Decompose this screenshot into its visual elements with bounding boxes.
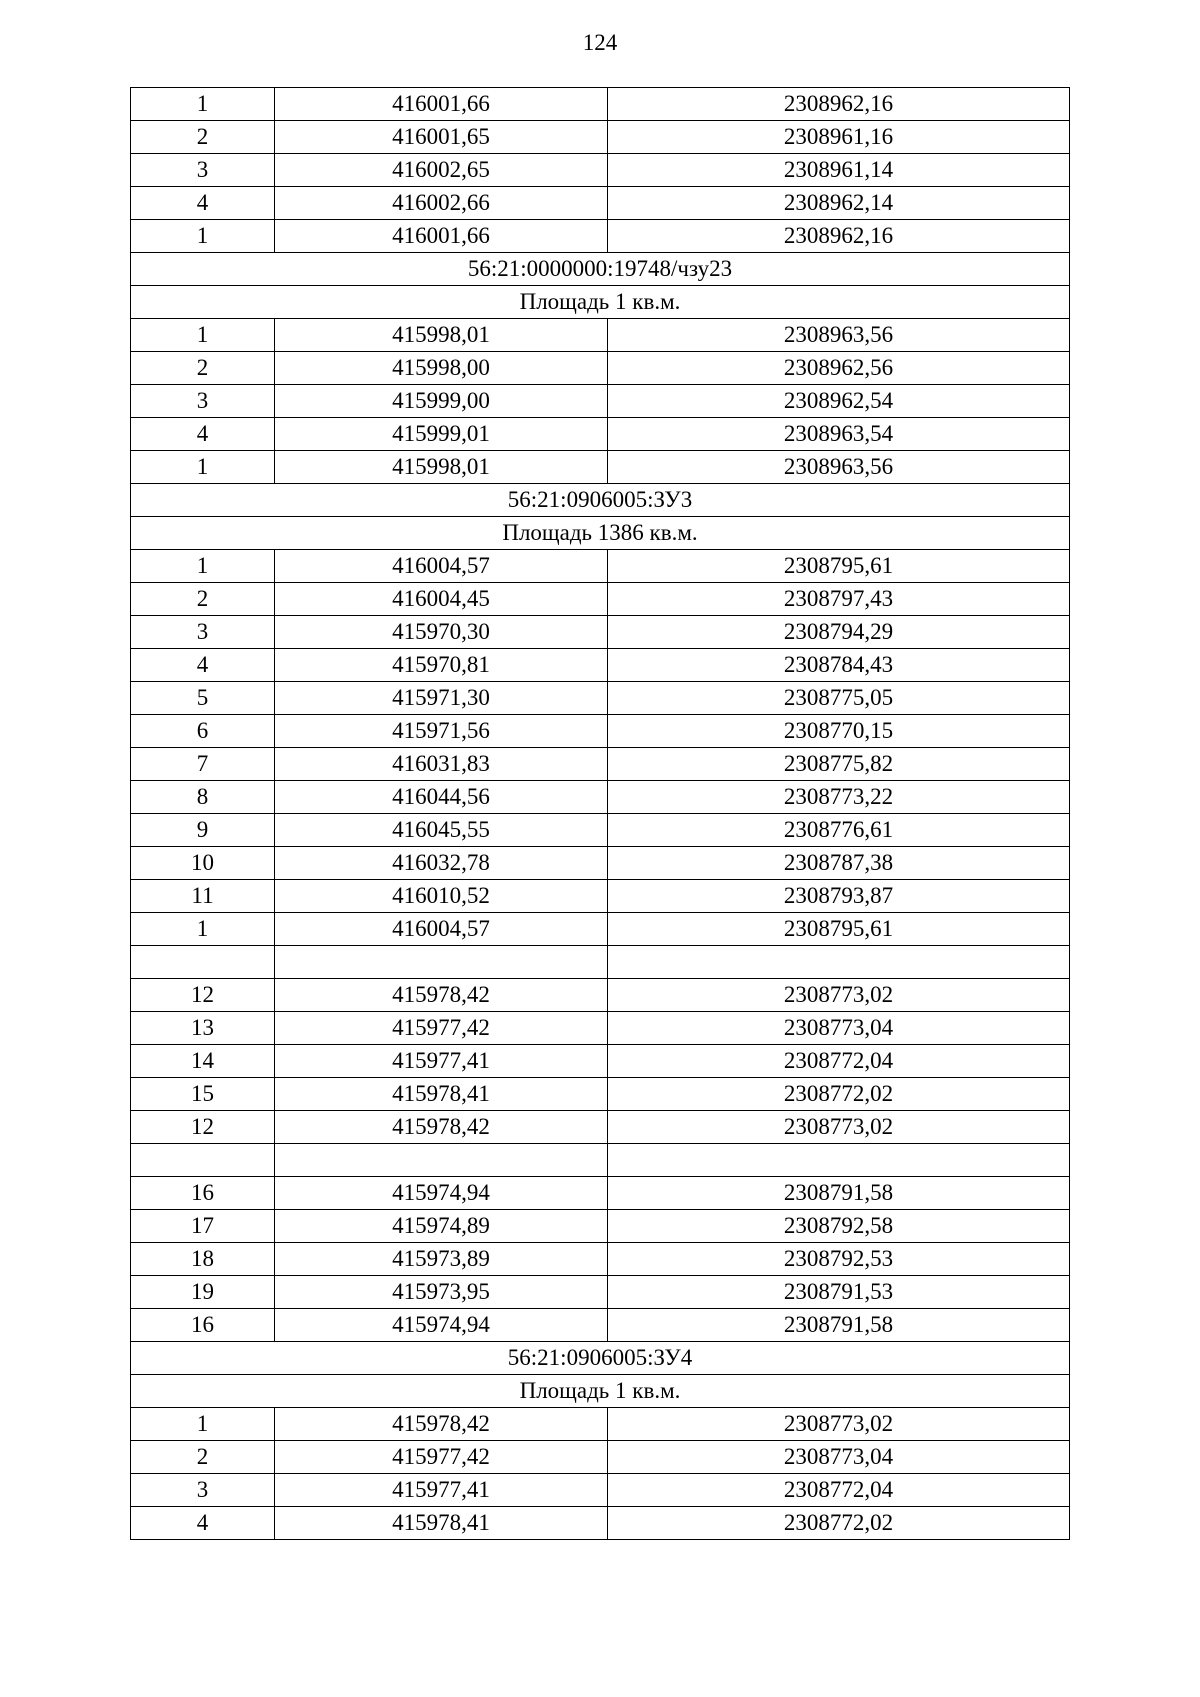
point-number-cell: 12 <box>131 979 275 1012</box>
y-coordinate-cell: 2308795,61 <box>608 913 1070 946</box>
y-coordinate-cell: 2308775,05 <box>608 682 1070 715</box>
point-number-cell: 8 <box>131 781 275 814</box>
section-header-row <box>131 1375 1070 1408</box>
y-coordinate-cell: 2308773,22 <box>608 781 1070 814</box>
x-coordinate-cell: 415977,41 <box>275 1474 608 1507</box>
x-coordinate-cell: 416002,65 <box>275 154 608 187</box>
coordinate-row <box>131 748 1070 781</box>
y-coordinate-cell: 2308794,29 <box>608 616 1070 649</box>
point-number-cell: 1 <box>131 319 275 352</box>
point-number-cell: 14 <box>131 1045 275 1078</box>
point-number-cell: 13 <box>131 1012 275 1045</box>
coordinate-row <box>131 649 1070 682</box>
x-coordinate-cell: 415977,42 <box>275 1441 608 1474</box>
x-coordinate-cell: 415998,01 <box>275 319 608 352</box>
x-coordinate-cell: 416002,66 <box>275 187 608 220</box>
x-coordinate-cell <box>275 1144 608 1177</box>
y-coordinate-cell: 2308772,02 <box>608 1078 1070 1111</box>
y-coordinate-cell: 2308793,87 <box>608 880 1070 913</box>
section-header-text: Площадь 1 кв.м. <box>131 1375 1070 1408</box>
point-number-cell: 19 <box>131 1276 275 1309</box>
x-coordinate-cell: 416044,56 <box>275 781 608 814</box>
y-coordinate-cell: 2308773,04 <box>608 1012 1070 1045</box>
coordinate-row <box>131 1177 1070 1210</box>
y-coordinate-cell: 2308962,54 <box>608 385 1070 418</box>
coordinate-row <box>131 1507 1070 1540</box>
coordinate-row <box>131 550 1070 583</box>
x-coordinate-cell: 415974,89 <box>275 1210 608 1243</box>
y-coordinate-cell: 2308775,82 <box>608 748 1070 781</box>
point-number-cell: 15 <box>131 1078 275 1111</box>
point-number-cell: 18 <box>131 1243 275 1276</box>
coordinate-row <box>131 187 1070 220</box>
x-coordinate-cell: 415978,41 <box>275 1078 608 1111</box>
x-coordinate-cell: 416031,83 <box>275 748 608 781</box>
x-coordinate-cell: 416001,66 <box>275 220 608 253</box>
x-coordinate-cell: 415999,01 <box>275 418 608 451</box>
point-number-cell: 3 <box>131 616 275 649</box>
point-number-cell: 1 <box>131 1408 275 1441</box>
coordinate-row <box>131 451 1070 484</box>
x-coordinate-cell: 416045,55 <box>275 814 608 847</box>
y-coordinate-cell <box>608 946 1070 979</box>
x-coordinate-cell: 415998,00 <box>275 352 608 385</box>
point-number-cell: 11 <box>131 880 275 913</box>
y-coordinate-cell: 2308772,04 <box>608 1474 1070 1507</box>
point-number-cell: 4 <box>131 418 275 451</box>
coordinate-row <box>131 1144 1070 1177</box>
x-coordinate-cell: 415977,41 <box>275 1045 608 1078</box>
coordinate-row <box>131 880 1070 913</box>
y-coordinate-cell: 2308772,02 <box>608 1507 1070 1540</box>
point-number-cell: 3 <box>131 1474 275 1507</box>
x-coordinate-cell: 415977,42 <box>275 1012 608 1045</box>
section-header-text: 56:21:0906005:ЗУ4 <box>131 1342 1070 1375</box>
coordinate-row <box>131 814 1070 847</box>
x-coordinate-cell <box>275 946 608 979</box>
x-coordinate-cell: 415978,42 <box>275 1408 608 1441</box>
point-number-cell: 3 <box>131 154 275 187</box>
section-header-row <box>131 253 1070 286</box>
x-coordinate-cell: 416001,65 <box>275 121 608 154</box>
x-coordinate-cell: 415973,95 <box>275 1276 608 1309</box>
coordinate-row <box>131 946 1070 979</box>
coordinate-row <box>131 418 1070 451</box>
x-coordinate-cell: 415978,42 <box>275 1111 608 1144</box>
coordinate-row <box>131 979 1070 1012</box>
x-coordinate-cell: 416004,57 <box>275 550 608 583</box>
point-number-cell: 1 <box>131 913 275 946</box>
y-coordinate-cell: 2308791,58 <box>608 1309 1070 1342</box>
y-coordinate-cell: 2308772,04 <box>608 1045 1070 1078</box>
coordinate-row <box>131 1276 1070 1309</box>
y-coordinate-cell: 2308797,43 <box>608 583 1070 616</box>
point-number-cell: 2 <box>131 121 275 154</box>
y-coordinate-cell: 2308792,58 <box>608 1210 1070 1243</box>
y-coordinate-cell: 2308962,16 <box>608 88 1070 121</box>
y-coordinate-cell: 2308961,14 <box>608 154 1070 187</box>
y-coordinate-cell: 2308961,16 <box>608 121 1070 154</box>
coordinate-row <box>131 715 1070 748</box>
y-coordinate-cell <box>608 1144 1070 1177</box>
x-coordinate-cell: 415999,00 <box>275 385 608 418</box>
y-coordinate-cell: 2308776,61 <box>608 814 1070 847</box>
point-number-cell: 2 <box>131 352 275 385</box>
coordinate-row <box>131 583 1070 616</box>
coordinate-row <box>131 1045 1070 1078</box>
y-coordinate-cell: 2308791,58 <box>608 1177 1070 1210</box>
coordinate-row <box>131 121 1070 154</box>
coordinate-row <box>131 1111 1070 1144</box>
y-coordinate-cell: 2308770,15 <box>608 715 1070 748</box>
point-number-cell: 1 <box>131 451 275 484</box>
coordinate-row <box>131 1474 1070 1507</box>
coordinate-row <box>131 1078 1070 1111</box>
section-header-text: Площадь 1386 кв.м. <box>131 517 1070 550</box>
coordinate-row <box>131 847 1070 880</box>
section-header-row <box>131 1342 1070 1375</box>
y-coordinate-cell: 2308791,53 <box>608 1276 1070 1309</box>
x-coordinate-cell: 415974,94 <box>275 1177 608 1210</box>
coordinate-row <box>131 781 1070 814</box>
section-header-row <box>131 484 1070 517</box>
point-number-cell: 10 <box>131 847 275 880</box>
y-coordinate-cell: 2308963,54 <box>608 418 1070 451</box>
point-number-cell: 16 <box>131 1177 275 1210</box>
section-header-row <box>131 286 1070 319</box>
coordinates-table-body <box>131 88 1070 1540</box>
y-coordinate-cell: 2308773,02 <box>608 1111 1070 1144</box>
x-coordinate-cell: 415998,01 <box>275 451 608 484</box>
coordinate-row <box>131 1441 1070 1474</box>
coordinate-row <box>131 1243 1070 1276</box>
y-coordinate-cell: 2308773,02 <box>608 979 1070 1012</box>
coordinates-table <box>130 87 1070 1540</box>
point-number-cell: 5 <box>131 682 275 715</box>
point-number-cell: 2 <box>131 583 275 616</box>
x-coordinate-cell: 416004,45 <box>275 583 608 616</box>
coordinate-row <box>131 616 1070 649</box>
point-number-cell: 7 <box>131 748 275 781</box>
y-coordinate-cell: 2308773,02 <box>608 1408 1070 1441</box>
point-number-cell: 2 <box>131 1441 275 1474</box>
y-coordinate-cell: 2308962,16 <box>608 220 1070 253</box>
section-header-text: 56:21:0000000:19748/чзу23 <box>131 253 1070 286</box>
coordinate-row <box>131 1012 1070 1045</box>
section-header-text: 56:21:0906005:ЗУ3 <box>131 484 1070 517</box>
x-coordinate-cell: 416032,78 <box>275 847 608 880</box>
coordinate-row <box>131 220 1070 253</box>
page-number: 124 <box>582 30 618 55</box>
x-coordinate-cell: 415970,81 <box>275 649 608 682</box>
x-coordinate-cell: 416001,66 <box>275 88 608 121</box>
point-number-cell: 17 <box>131 1210 275 1243</box>
y-coordinate-cell: 2308773,04 <box>608 1441 1070 1474</box>
x-coordinate-cell: 415978,41 <box>275 1507 608 1540</box>
x-coordinate-cell: 416004,57 <box>275 913 608 946</box>
point-number-cell <box>131 1144 275 1177</box>
coordinate-row <box>131 154 1070 187</box>
y-coordinate-cell: 2308962,56 <box>608 352 1070 385</box>
point-number-cell <box>131 946 275 979</box>
point-number-cell: 1 <box>131 220 275 253</box>
coordinate-row <box>131 682 1070 715</box>
y-coordinate-cell: 2308963,56 <box>608 319 1070 352</box>
point-number-cell: 1 <box>131 88 275 121</box>
coordinate-row <box>131 1309 1070 1342</box>
x-coordinate-cell: 416010,52 <box>275 880 608 913</box>
x-coordinate-cell: 415971,56 <box>275 715 608 748</box>
coordinate-row <box>131 88 1070 121</box>
y-coordinate-cell: 2308792,53 <box>608 1243 1070 1276</box>
point-number-cell: 4 <box>131 187 275 220</box>
point-number-cell: 4 <box>131 1507 275 1540</box>
y-coordinate-cell: 2308963,56 <box>608 451 1070 484</box>
section-header-row <box>131 517 1070 550</box>
x-coordinate-cell: 415978,42 <box>275 979 608 1012</box>
point-number-cell: 3 <box>131 385 275 418</box>
y-coordinate-cell: 2308795,61 <box>608 550 1070 583</box>
coordinate-row <box>131 1408 1070 1441</box>
point-number-cell: 6 <box>131 715 275 748</box>
section-header-text: Площадь 1 кв.м. <box>131 286 1070 319</box>
x-coordinate-cell: 415971,30 <box>275 682 608 715</box>
point-number-cell: 16 <box>131 1309 275 1342</box>
point-number-cell: 1 <box>131 550 275 583</box>
coordinate-row <box>131 913 1070 946</box>
y-coordinate-cell: 2308962,14 <box>608 187 1070 220</box>
x-coordinate-cell: 415970,30 <box>275 616 608 649</box>
x-coordinate-cell: 415973,89 <box>275 1243 608 1276</box>
point-number-cell: 9 <box>131 814 275 847</box>
coordinate-row <box>131 1210 1070 1243</box>
coordinate-row <box>131 385 1070 418</box>
x-coordinate-cell: 415974,94 <box>275 1309 608 1342</box>
coordinate-row <box>131 352 1070 385</box>
point-number-cell: 12 <box>131 1111 275 1144</box>
y-coordinate-cell: 2308784,43 <box>608 649 1070 682</box>
y-coordinate-cell: 2308787,38 <box>608 847 1070 880</box>
coordinate-row <box>131 319 1070 352</box>
point-number-cell: 4 <box>131 649 275 682</box>
